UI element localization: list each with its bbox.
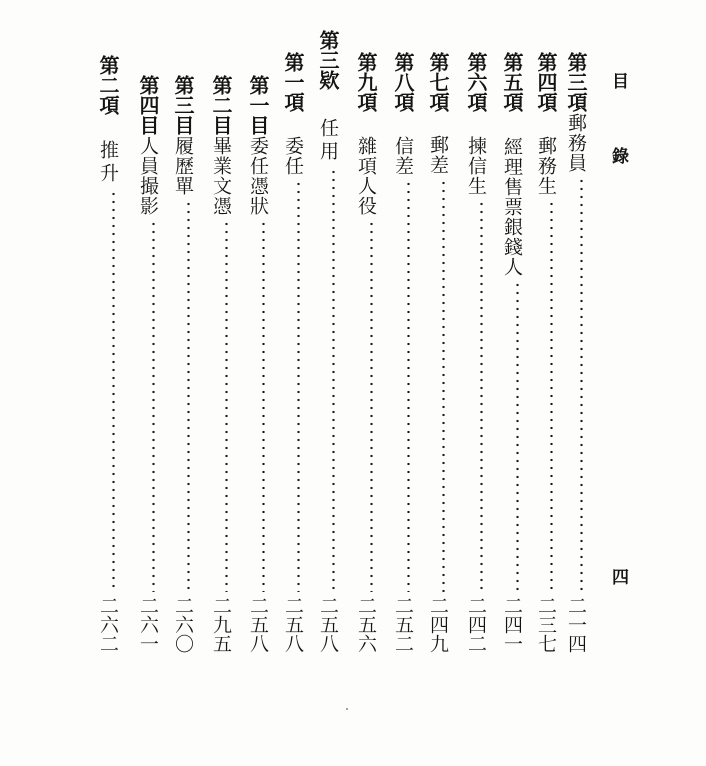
entry-title: 經理售票銀錢人 — [501, 137, 523, 277]
dot-leader — [112, 190, 115, 592]
dot-leader — [442, 179, 445, 592]
page-header-title: 目錄 — [608, 72, 628, 222]
toc-entry — [173, 0, 203, 766]
entry-page-number: 二五八 — [247, 596, 269, 653]
entry-page-number: 二四一 — [501, 596, 523, 653]
dot-leader — [262, 220, 265, 592]
toc-entry — [283, 0, 313, 766]
entry-heading: 第七項 — [426, 52, 450, 112]
dot-leader — [297, 180, 300, 592]
entry-page-number: 二四二 — [465, 596, 487, 653]
dot-leader — [516, 281, 519, 592]
entry-page-number: 二六一 — [137, 596, 159, 653]
entry-heading: 第三項 — [564, 52, 588, 112]
entry-title: 委任憑狀 — [247, 136, 269, 216]
entry-title: 郵差 — [427, 135, 449, 175]
entry-heading: 第六項 — [464, 52, 488, 112]
toc-entry — [356, 0, 386, 766]
toc-entry — [428, 0, 458, 766]
toc-entry — [211, 0, 241, 766]
entry-title: 推升 — [97, 140, 119, 186]
entry-title: 畢業文憑 — [210, 136, 232, 216]
entry-page-number: 二五二 — [392, 596, 414, 653]
entry-heading: 第二項 — [96, 55, 120, 115]
entry-heading: 第九項 — [354, 52, 378, 112]
entry-title: 履歷單 — [172, 136, 194, 196]
entry-title: 任用 — [317, 118, 339, 164]
entry-heading: 第三目 — [171, 75, 195, 135]
toc-entry — [502, 0, 532, 766]
dot-leader — [152, 220, 155, 592]
entry-heading: 第二目 — [209, 75, 233, 135]
dot-leader — [332, 168, 335, 592]
entry-heading: 第四目 — [136, 75, 160, 135]
entry-title: 郵務員 — [565, 113, 587, 173]
entry-page-number: 二五八 — [317, 596, 339, 653]
entry-heading: 第五項 — [500, 52, 524, 112]
dot-leader — [480, 200, 483, 592]
scan-speck — [346, 708, 348, 710]
toc-entry — [536, 0, 566, 766]
entry-heading: 第八項 — [391, 52, 415, 112]
toc-entry — [98, 0, 128, 766]
entry-title: 揀信生 — [465, 136, 487, 196]
toc-entry — [466, 0, 496, 766]
entry-title: 委任 — [282, 136, 304, 176]
toc-entry — [248, 0, 278, 766]
entry-heading: 第一項 — [281, 52, 305, 112]
entry-page-number: 二九五 — [210, 596, 232, 653]
entry-title: 人員撮影 — [137, 136, 159, 216]
toc-entry — [318, 0, 348, 766]
entry-title: 郵務生 — [535, 136, 557, 196]
entry-title: 雜項人役 — [355, 136, 377, 216]
dot-leader — [187, 200, 190, 592]
entry-title: 信差 — [392, 136, 414, 176]
entry-page-number: 二六二 — [97, 596, 119, 653]
entry-page-number: 二五八 — [282, 596, 304, 653]
toc-entry — [138, 0, 168, 766]
dot-leader — [370, 220, 373, 592]
entry-page-number: 二五六 — [355, 596, 377, 653]
page-number: 四 — [608, 568, 628, 585]
dot-leader — [550, 200, 553, 592]
toc-entry — [393, 0, 423, 766]
toc-entry — [566, 0, 596, 766]
entry-page-number: 二三七 — [535, 596, 557, 653]
entry-page-number: 二六〇 — [172, 596, 194, 653]
entry-page-number: 二一四 — [565, 596, 587, 653]
entry-heading: 第四項 — [534, 52, 558, 112]
dot-leader — [407, 180, 410, 592]
entry-page-number: 二四九 — [427, 596, 449, 653]
entry-heading: 第一目 — [246, 75, 270, 135]
dot-leader — [225, 220, 228, 592]
entry-heading: 第三欵 — [316, 30, 340, 90]
dot-leader — [580, 177, 583, 592]
